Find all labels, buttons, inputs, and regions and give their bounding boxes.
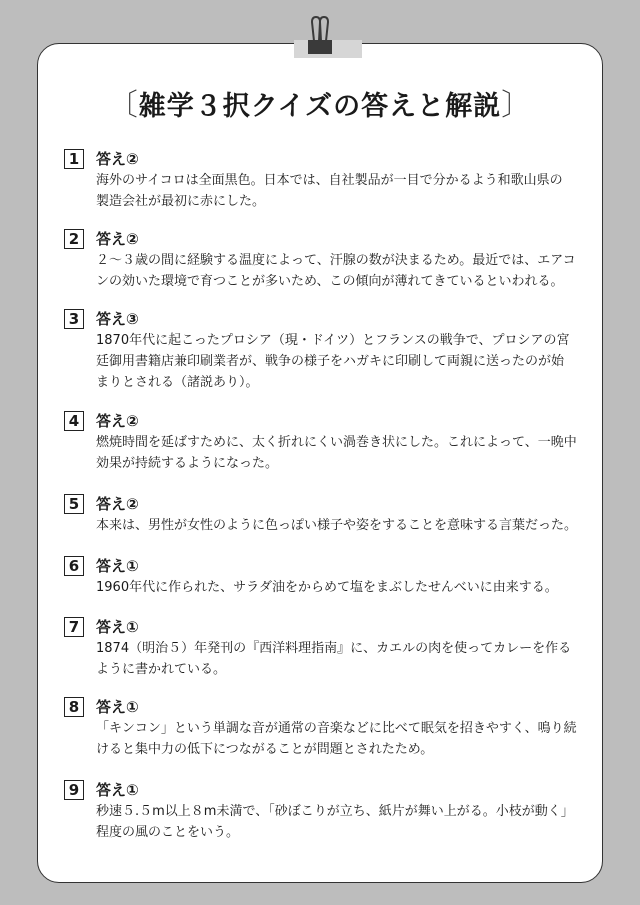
- answer-label: 答え②: [96, 412, 139, 430]
- answer-explanation: 燃焼時間を延ばすために、太く折れにくい渦巻き状にした。これによって、一晩中 効果が持続するようになった。: [96, 435, 577, 471]
- answer-label: 答え③: [96, 310, 139, 328]
- answer-label: 答え②: [96, 495, 139, 513]
- answer-explanation: ２～３歳の間に経験する温度によって、汗腺の数が決まるため。最近では、エアコ ンの効いた環境で育つことが多いため、この傾向が薄れてきているといわれる。: [96, 253, 576, 289]
- answer-label: 答え②: [96, 230, 139, 248]
- answer-number: 3: [64, 309, 84, 329]
- binder-clip-icon: [306, 14, 334, 54]
- answer-explanation: 「キンコン」という単調な音が通常の音楽などに比べて眠気を招きやすく、鳴り続 けると集中力の低下につながることが問題とされたため。: [96, 721, 577, 757]
- answer-label: 答え①: [96, 698, 139, 716]
- title-open-bracket: 〔: [107, 88, 139, 123]
- answer-number: 4: [64, 411, 84, 431]
- title-close-bracket: 〕: [501, 88, 533, 123]
- answer-number: 2: [64, 229, 84, 249]
- answer-number: 5: [64, 494, 84, 514]
- answer-label: 答え①: [96, 618, 139, 636]
- page-title: [0, 80, 640, 124]
- answer-label: 答え①: [96, 781, 139, 799]
- title-text: 雑学３択クイズの答えと解説: [138, 91, 502, 122]
- answer-number: 7: [64, 617, 84, 637]
- answer-explanation: 本来は、男性が女性のように色っぽい様子や姿をすることを意味する言葉だった。: [96, 518, 578, 533]
- answer-explanation: 1874（明治５）年発刊の『西洋料理指南』に、カエルの肉を使ってカレーを作る ように書かれている。: [96, 641, 572, 677]
- answer-number: 9: [64, 780, 84, 800]
- answer-number: 6: [64, 556, 84, 576]
- answer-label: 答え②: [96, 150, 139, 168]
- answer-explanation: 1870年代に起こったプロシア（現・ドイツ）とフランスの戦争で、プロシアの宮 廷御用書籍店兼印刷業者が、戦争の様子をハガキに印刷して両親に送ったのが始 まりとされる（諸説あり）。: [96, 333, 570, 390]
- answer-explanation: 秒速５.５m以上８m未満で、「砂ぼこりが立ち、紙片が舞い上がる。小枝が動く」 程度の風のことをいう。: [96, 804, 574, 840]
- answer-label: 答え①: [96, 557, 139, 575]
- answer-number: 8: [64, 697, 84, 717]
- answer-explanation: 1960年代に作られた、サラダ油をからめて塩をまぶしたせんべいに由来する。: [96, 580, 558, 595]
- answer-number: 1: [64, 149, 84, 169]
- answer-explanation: 海外のサイコロは全面黒色。日本では、自社製品が一目で分かるよう和歌山県の 製造会社が最初に赤にした。: [96, 173, 563, 209]
